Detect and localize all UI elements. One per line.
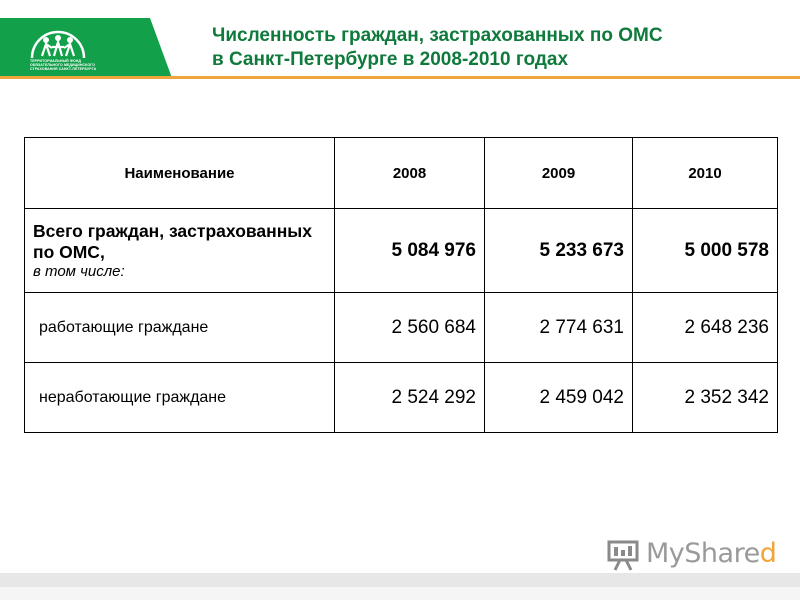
total-note: в том числе: xyxy=(33,262,125,280)
watermark-text-main: MyShare xyxy=(646,538,760,569)
total-2008: 5 084 976 xyxy=(335,209,485,293)
employed-2010: 2 648 236 xyxy=(633,293,778,363)
column-header-2008: 2008 xyxy=(335,138,485,209)
logo-caption-line: СТРАХОВАНИЯ САНКТ-ПЕТЕРБУРГА xyxy=(30,67,97,71)
column-header-2009: 2009 xyxy=(485,138,633,209)
table-row-total xyxy=(25,209,778,293)
row-label: работающие граждане xyxy=(25,293,335,363)
logo-caption-line: ТЕРРИТОРИАЛЬНЫЙ ФОНД xyxy=(30,59,81,63)
title-line-1: Численность граждан, застрахованных по ОМС xyxy=(212,25,663,46)
watermark-text-accent: d xyxy=(759,538,777,569)
logo-caption-line: ОБЯЗАТЕЛЬНОГО МЕДИЦИНСКОГО xyxy=(30,63,96,67)
logo-caption xyxy=(30,59,100,71)
employed-2008: 2 560 684 xyxy=(335,293,485,363)
table-row-unemployed xyxy=(25,363,778,433)
total-2010: 5 000 578 xyxy=(633,209,778,293)
watermark-text xyxy=(646,538,776,569)
title-line-2: в Санкт-Петербурге в 2008-2010 годах xyxy=(212,49,569,70)
total-2009: 5 233 673 xyxy=(485,209,633,293)
table-row-employed xyxy=(25,293,778,363)
row-label: неработающие граждане xyxy=(25,363,335,433)
unemployed-2008: 2 524 292 xyxy=(335,363,485,433)
myshared-watermark xyxy=(606,536,776,576)
fund-logo-icon xyxy=(28,28,88,62)
column-header-name: Наименование xyxy=(25,138,335,209)
total-label-cell xyxy=(25,209,335,293)
header-divider xyxy=(0,76,800,79)
employed-2009: 2 774 631 xyxy=(485,293,633,363)
insured-citizens-table xyxy=(24,137,778,433)
presentation-board-icon xyxy=(606,538,640,572)
column-header-2010: 2010 xyxy=(633,138,778,209)
total-label: Всего граждан, застрахованных по ОМС, xyxy=(33,220,312,262)
table-header-row xyxy=(25,138,778,209)
footer-band-lower xyxy=(0,587,800,600)
unemployed-2009: 2 459 042 xyxy=(485,363,633,433)
unemployed-2010: 2 352 342 xyxy=(633,363,778,433)
slide-title xyxy=(212,24,772,72)
